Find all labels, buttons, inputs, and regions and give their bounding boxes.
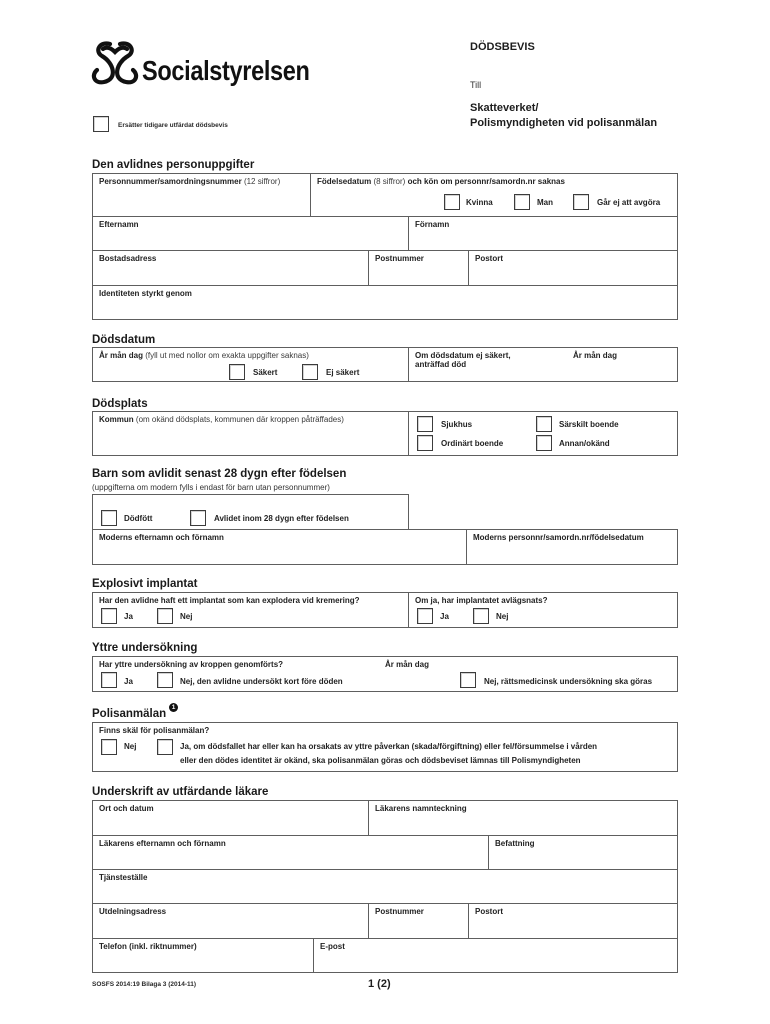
option-label-stillborn: Dödfött — [124, 514, 153, 523]
found-dead-date-field[interactable] — [408, 348, 677, 381]
home-address-label: Bostadsadress — [99, 254, 157, 263]
city-label: Postort — [475, 254, 503, 263]
option-label-exam-yes: Ja — [124, 677, 133, 686]
birthdate-label-tail: och kön om personnr/samordn.nr saknas — [407, 177, 565, 186]
external-exam-field — [93, 657, 677, 691]
page-number: 1 (2) — [368, 978, 391, 990]
firstname-field[interactable] — [408, 216, 677, 250]
option-label-exam-no-forensic: Nej, rättsmedicinsk undersökning ska göras — [484, 677, 653, 686]
surname-label: Efternamn — [99, 220, 139, 229]
option-label-man: Man — [537, 198, 553, 207]
mother-id-field[interactable] — [466, 530, 677, 564]
place-date-field[interactable] — [93, 801, 368, 835]
checkbox-man[interactable] — [514, 194, 530, 210]
checkbox-exam-no-forensic[interactable] — [460, 672, 476, 688]
death-date-field[interactable] — [93, 348, 408, 381]
implant-question-field — [93, 593, 408, 627]
police-box — [92, 722, 678, 772]
found-dead-label-line-2: anträffad död — [415, 360, 467, 369]
personal-details-box — [92, 173, 678, 320]
section-heading-signature: Underskrift av utfärdande läkare — [92, 786, 269, 798]
option-label-died-within-28-days: Avlidet inom 28 dygn efter födelsen — [214, 514, 349, 523]
physician-signature-label: Läkarens namnteckning — [375, 804, 467, 813]
recipient-line-2: Polismyndigheten vid polisanmälan — [470, 117, 658, 129]
option-label-hospital: Sjukhus — [441, 420, 473, 429]
option-label-implant-removed-no: Nej — [496, 612, 509, 621]
implant-box — [92, 592, 678, 628]
place-date-label: Ort och datum — [99, 804, 154, 813]
checkbox-date-uncertain[interactable] — [302, 364, 318, 380]
checkbox-ordinary-housing[interactable] — [417, 435, 433, 451]
death-date-label-text: År mån dag — [99, 351, 144, 360]
recipient-line-1: Skatteverket/ — [470, 102, 539, 114]
postcode-label: Postnummer — [375, 254, 424, 263]
external-exam-box — [92, 656, 678, 692]
option-label-gender-undetermined: Går ej att avgöra — [597, 198, 661, 207]
workplace-label: Tjänsteställe — [99, 873, 148, 882]
option-label-implant-no: Nej — [180, 612, 193, 621]
option-label-ordinary-housing: Ordinärt boende — [441, 439, 504, 448]
mother-id-label: Moderns personnr/samordn.nr/födelsedatum — [473, 533, 644, 542]
home-address-field[interactable] — [93, 250, 368, 285]
checkbox-kvinna[interactable] — [444, 194, 460, 210]
municipality-label-text: Kommun — [99, 415, 134, 424]
physician-postcode-label: Postnummer — [375, 907, 424, 916]
checkbox-implant-removed-no[interactable] — [473, 608, 489, 624]
checkbox-replaces-previous[interactable] — [93, 116, 109, 132]
birthdate-gender-field[interactable] — [310, 174, 677, 216]
implant-removed-label: Om ja, har implantatet avlägsnats? — [415, 596, 548, 605]
email-label: E-post — [320, 942, 345, 951]
replaces-previous-label: Ersätter tidigare utfärdat dödsbevis — [118, 122, 228, 129]
police-report-field — [93, 723, 677, 771]
checkbox-exam-no-examined-before-death[interactable] — [157, 672, 173, 688]
implant-question-label: Har den avlidne haft ett implantat som kan explodera vid kremering? — [99, 596, 360, 605]
option-label-kvinna: Kvinna — [466, 198, 493, 207]
checkbox-other-unknown[interactable] — [536, 435, 552, 451]
footnote-marker: 1 — [169, 703, 178, 712]
option-label-other-unknown: Annan/okänd — [559, 439, 610, 448]
physician-signature-field[interactable] — [368, 801, 677, 835]
physician-position-field[interactable] — [488, 835, 677, 869]
option-label-date-uncertain: Ej säkert — [326, 368, 360, 377]
section-heading-personal: Den avlidnes personuppgifter — [92, 159, 255, 171]
document-title: DÖDSBEVIS — [470, 41, 535, 53]
city-field[interactable] — [468, 250, 677, 285]
section-heading-infant: Barn som avlidit senast 28 dygn efter födelsen — [92, 468, 347, 480]
phone-label: Telefon (inkl. riktnummer) — [99, 942, 197, 951]
personnummer-field[interactable] — [93, 174, 310, 216]
physician-position-label: Befattning — [495, 839, 535, 848]
option-label-date-certain: Säkert — [253, 368, 278, 377]
birthdate-hint: (8 siffror) — [373, 177, 406, 186]
checkbox-exam-yes[interactable] — [101, 672, 117, 688]
checkbox-implant-yes[interactable] — [101, 608, 117, 624]
org-name: Socialstyrelsen — [142, 55, 310, 86]
personnummer-hint: (12 siffror) — [243, 177, 281, 186]
postal-address-field[interactable] — [93, 903, 368, 938]
option-label-police-yes-line-1: Ja, om dödsfallet har eller kan ha orsakats av yttre påverkan (skada/förgiftning) eller fel/försummelse i vården — [180, 742, 598, 751]
option-label-implant-removed-yes: Ja — [440, 612, 449, 621]
regulation-reference: SOSFS 2014:19 Bilaga 3 (2014-11) — [92, 981, 197, 988]
firstname-label: Förnamn — [415, 220, 450, 229]
section-heading-police: Polisanmälan — [92, 708, 167, 720]
section-heading-death-date: Dödsdatum — [92, 334, 156, 346]
postal-address-label: Utdelningsadress — [99, 907, 167, 916]
checkbox-implant-no[interactable] — [157, 608, 173, 624]
checkbox-hospital[interactable] — [417, 416, 433, 432]
identity-verified-label: Identiteten styrkt genom — [99, 289, 192, 298]
found-dead-date-label: År mån dag — [573, 351, 618, 360]
recipient-to-label: Till — [470, 80, 482, 90]
physician-city-label: Postort — [475, 907, 503, 916]
death-date-hint: (fyll ut med nollor om exakta uppgifter saknas) — [145, 351, 309, 360]
mother-name-field[interactable] — [93, 530, 466, 564]
checkbox-police-no[interactable] — [101, 739, 117, 755]
mother-details-box — [92, 529, 678, 565]
infant-status-box — [92, 494, 409, 530]
phone-field[interactable] — [93, 938, 313, 972]
birthdate-label-text: Födelsedatum — [317, 177, 372, 186]
checkbox-special-housing[interactable] — [536, 416, 552, 432]
personnummer-label — [99, 177, 280, 187]
implant-removed-field — [408, 593, 677, 627]
section-heading-external-exam: Yttre undersökning — [92, 642, 198, 654]
external-exam-question-label: Har yttre undersökning av kroppen genomförts? — [99, 660, 284, 669]
physician-name-field[interactable] — [93, 835, 488, 869]
socialstyrelsen-logo-icon — [89, 40, 141, 86]
surname-field[interactable] — [93, 216, 408, 250]
checkbox-gender-undetermined[interactable] — [573, 194, 589, 210]
section-subheading-infant: (uppgifterna om modern fylls i endast för barn utan personnummer) — [92, 483, 330, 492]
postcode-field[interactable] — [368, 250, 468, 285]
signature-box — [92, 800, 678, 973]
external-exam-date-label: År mån dag — [385, 660, 430, 669]
option-label-implant-yes: Ja — [124, 612, 133, 621]
identity-verified-field[interactable] — [93, 285, 677, 319]
death-date-box — [92, 347, 678, 382]
option-label-police-yes-line-2: eller den dödes identitet är okänd, ska polisanmälan göras och dödsbeviset lämnas till Polismyndigheten — [180, 756, 581, 765]
section-heading-death-place: Dödsplats — [92, 398, 148, 410]
mother-name-label: Moderns efternamn och förnamn — [99, 533, 224, 542]
birthdate-label — [317, 177, 565, 187]
checkbox-implant-removed-yes[interactable] — [417, 608, 433, 624]
option-label-special-housing: Särskilt boende — [559, 420, 619, 429]
death-date-label — [99, 351, 309, 361]
municipality-label — [99, 415, 344, 425]
option-label-police-no: Nej — [124, 742, 137, 751]
option-label-exam-no-examined-before-death: Nej, den avlidne undersökt kort före döden — [180, 677, 343, 686]
section-heading-implant: Explosivt implantat — [92, 578, 198, 590]
police-question-label: Finns skäl för polisanmälan? — [99, 726, 210, 735]
physician-name-label: Läkarens efternamn och förnamn — [99, 839, 226, 848]
checkbox-died-within-28-days[interactable] — [190, 510, 206, 526]
place-type-field — [408, 412, 677, 455]
found-dead-label-line-1: Om dödsdatum ej säkert, — [415, 351, 511, 360]
physician-city-field[interactable] — [468, 903, 677, 938]
death-place-box — [92, 411, 678, 456]
workplace-field[interactable] — [93, 869, 677, 903]
checkbox-date-certain[interactable] — [229, 364, 245, 380]
municipality-field[interactable] — [93, 412, 408, 455]
municipality-hint: (om okänd dödsplats, kommunen där kroppen påträffades) — [135, 415, 344, 424]
email-field[interactable] — [313, 938, 677, 972]
checkbox-police-yes[interactable] — [157, 739, 173, 755]
personnummer-label-text: Personnummer/samordningsnummer — [99, 177, 242, 186]
physician-postcode-field[interactable] — [368, 903, 468, 938]
checkbox-stillborn[interactable] — [101, 510, 117, 526]
